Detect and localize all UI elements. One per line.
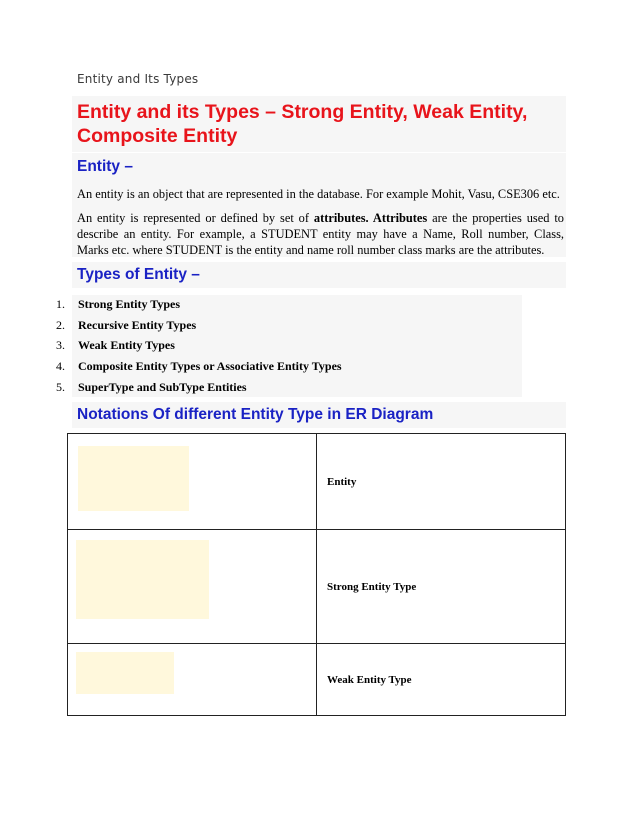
attributes-term: attributes. Attributes xyxy=(313,211,428,225)
entity-definition: An entity is an object that are represented in the database. For example Mohit, Vasu, CSE306 etc. xyxy=(77,187,560,201)
types-heading: Types of Entity – xyxy=(77,266,200,283)
entity-attributes-paragraph xyxy=(77,210,564,258)
document-header: Entity and Its Types xyxy=(77,72,199,86)
table-row xyxy=(68,434,566,530)
strong-entity-notation-image xyxy=(76,540,209,619)
list-item: 5. SuperType and SubType Entities xyxy=(56,379,247,394)
list-item: 2. Recursive Entity Types xyxy=(56,317,197,332)
entity-types-list xyxy=(56,297,342,400)
notation-label: Entity xyxy=(317,434,566,530)
weak-entity-notation-image xyxy=(76,652,174,694)
notations-heading: Notations Of different Entity Type in ER Diagram xyxy=(77,406,434,423)
notation-label: Weak Entity Type xyxy=(317,644,566,716)
page-title: Entity and its Types – Strong Entity, Weak Entity, Composite Entity xyxy=(77,101,528,147)
list-item: 4. Composite Entity Types or Associative Entity Types xyxy=(56,359,342,374)
notation-label: Strong Entity Type xyxy=(317,530,566,644)
notation-image-cell xyxy=(68,644,317,716)
table-row xyxy=(68,644,566,716)
list-item: 3. Weak Entity Types xyxy=(56,338,175,353)
entity-heading: Entity – xyxy=(77,158,133,175)
entity-notation-image xyxy=(78,446,189,511)
para-text-2: are the properties used to describe an entity. For example, a STUDENT entity may have a Name, Roll number, Class, Marks etc. where STUDENT is the entity and name roll number class marks are the attributes. xyxy=(77,211,564,257)
notation-image-cell xyxy=(68,434,317,530)
para-text-1: An entity is represented or defined by set of xyxy=(77,211,314,225)
list-item: 1. Strong Entity Types xyxy=(56,297,181,311)
table-row xyxy=(68,530,566,644)
notation-table xyxy=(67,433,566,716)
notation-image-cell xyxy=(68,530,317,644)
